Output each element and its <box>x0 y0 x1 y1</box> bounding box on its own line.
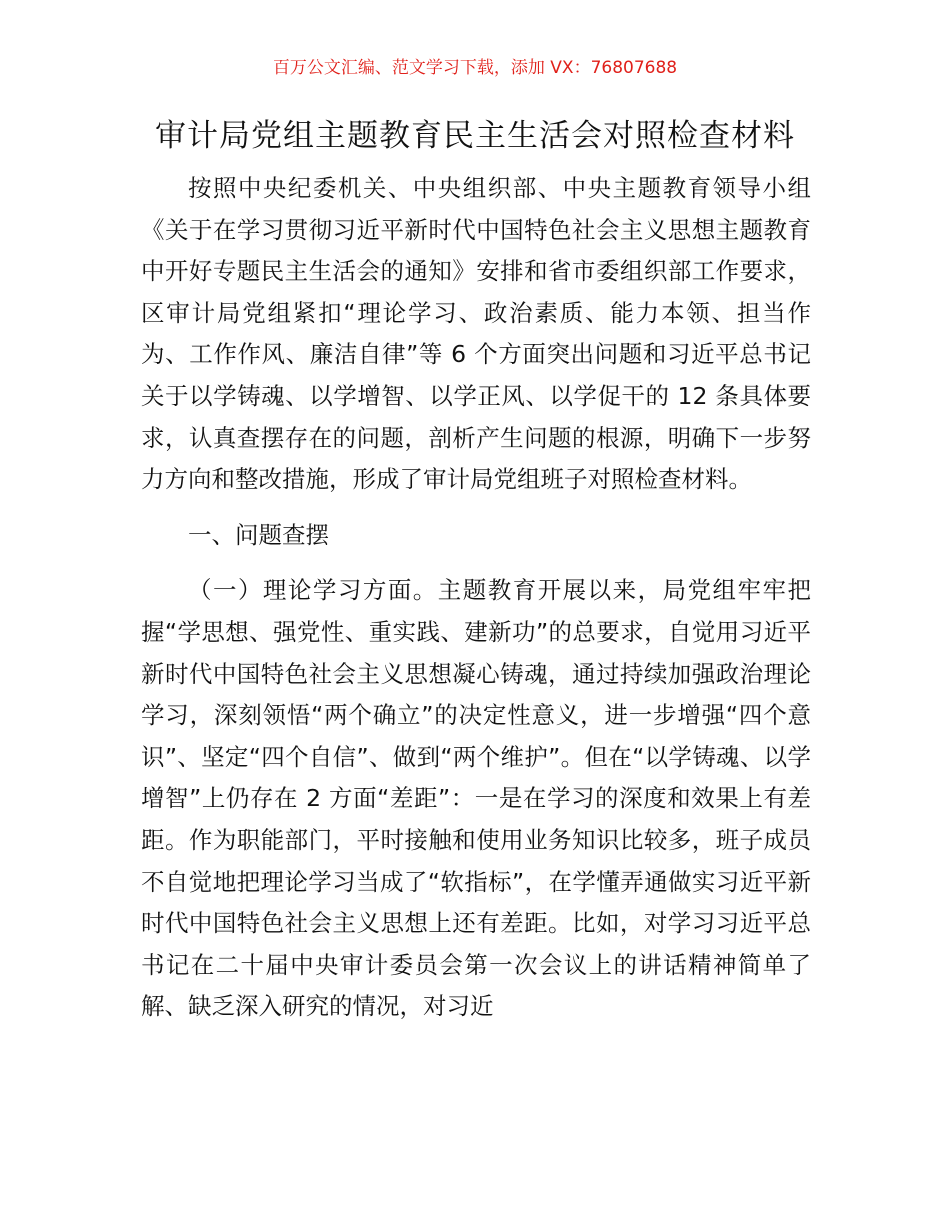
section-heading: 一、问题查摆 <box>188 520 329 549</box>
document-body <box>141 168 811 1028</box>
page-title: 审计局党组主题教育民主生活会对照检查材料 <box>155 118 795 154</box>
intro-paragraph: 按照中央纪委机关、中央组织部、中央主题教育领导小组《关于在学习贯彻习近平新时代中国特色社会主义思想主题教育中开好专题民主生活会的通知》安排和省市委组织部工作要求，区审计局党组紧扣“理论学习、政治素质、能力本领、担当作为、工作作风、廉洁自律”等 6 个方面突出问题和习近平总书记关于以学铸魂、以学增智、以学正风、以学促干的 12 条具体要求，认真查摆存在的问题，剖析产生问题的根源，明确下一步努力方向和整改措施，形成了审计局党组班子对照检查材料。 <box>141 174 811 494</box>
promo-banner: 百万公文汇编、范文学习下载，添加 VX：76807688 <box>272 58 678 78</box>
subsection-paragraph: （一）理论学习方面。主题教育开展以来，局党组牢牢把握“学思想、强党性、重实践、建新功”的总要求，自觉用习近平新时代中国特色社会主义思想凝心铸魂，通过持续加强政治理论学习，深刻领悟“两个确立”的决定性意义，进一步增强“四个意识”、坚定“四个自信”、做到“两个维护”。但在“以学铸魂、以学增智”上仍存在 2 方面“差距”：一是在学习的深度和效果上有差距。作为职能部门，平时接触和使用业务知识比较多，班子成员不自觉地把理论学习当成了“软指标”，在学懂弄通做实习近平新时代中国特色社会主义思想上还有差距。比如，对学习习近平总书记在二十届中央审计委员会第一次会议上的讲话精神简单了解、缺乏深入研究的情况，对习近 <box>141 576 811 1021</box>
